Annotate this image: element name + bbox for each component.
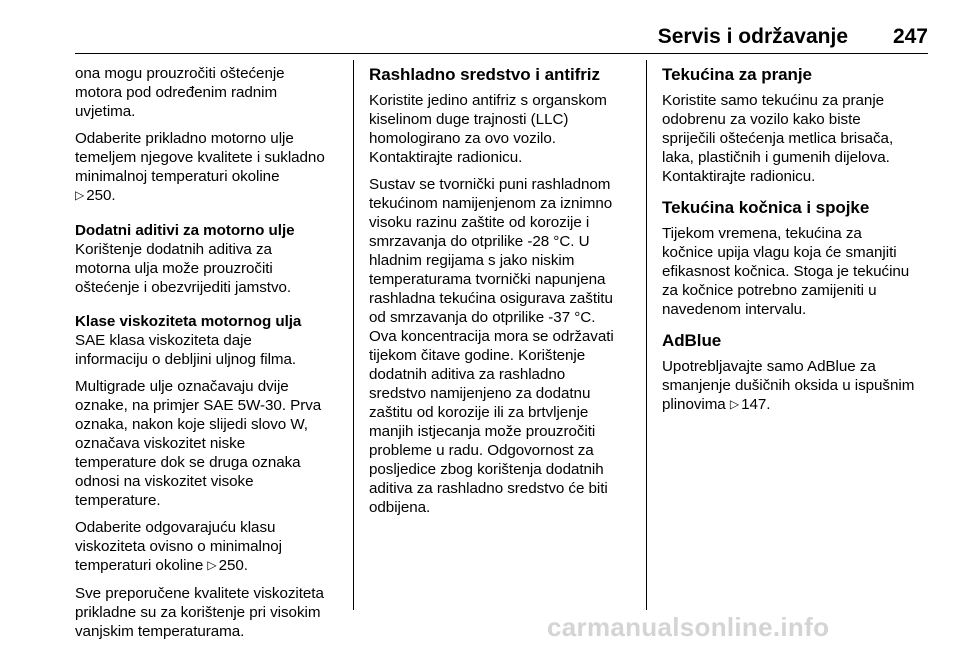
page-reference-link[interactable]: 147.: [741, 396, 771, 413]
paragraph: Korištenje dodatnih aditiva za motorna ulja može prouzročiti oštećenje i obezvrijediti jamstvo.: [75, 241, 292, 296]
paragraph: SAE klasa viskoziteta daje informaciju o debljini uljnog filma.: [75, 332, 297, 368]
paragraph: Sve preporučene kvalitete viskoziteta prikladne su za korištenje pri visokim vanjskim temperaturama.: [75, 585, 324, 640]
chapter-title: Servis i održavanje: [657, 25, 848, 48]
column-1: [75, 64, 347, 649]
watermark: carmanualsonline.info: [547, 612, 830, 642]
outline-triangle-right-icon: ▷: [75, 188, 85, 202]
section-heading-washer-fluid: Tekućina za pranje: [662, 65, 812, 84]
paragraph: ona mogu prouzročiti oštećenje motora pod određenim radnim uvjetima.: [75, 65, 285, 120]
section-heading-adblue: AdBlue: [662, 331, 722, 350]
page-header: [75, 24, 928, 50]
section-heading-coolant: Rashladno sredstvo i antifriz: [369, 65, 600, 84]
page-reference-link[interactable]: 250.: [218, 557, 248, 574]
paragraph: Koristite jedino antifriz s organskom kiselinom duge trajnosti (LLC) homologirano za ovo vozilo. Kontaktirajte radionicu.: [369, 92, 607, 166]
column-divider-2: [646, 60, 647, 610]
outline-triangle-right-icon: ▷: [729, 397, 740, 411]
paragraph: Multigrade ulje označavaju dvije oznake, na primjer SAE 5W-30. Prva oznaka, nakon koje slijedi slovo W, označava viskozitet niske temperature dok se druga oznaka odnosi na viskozitet visoke temperature.: [75, 378, 322, 509]
header-rule: [75, 53, 928, 54]
subheading-additives: Dodatni aditivi za motorno ulje: [75, 222, 295, 239]
paragraph: Odaberite prikladno motorno ulje temeljem njegove kvalitete i sukladno minimalnoj temperaturi okoline ▷ 250.: [75, 130, 325, 204]
subheading-viscosity: Klase viskoziteta motornog ulja: [75, 313, 302, 330]
paragraph: Upotrebljavajte samo AdBlue za smanjenje dušičnih oksida u ispušnim plinovima ▷ 147.: [662, 358, 915, 413]
paragraph: Tijekom vremena, tekućina za kočnice upija vlagu koja će smanjiti efikasnost kočnica. Stoga je tekućinu za kočnice potrebno zamijeniti u navedenom intervalu.: [662, 225, 910, 318]
column-divider-1: [353, 60, 354, 610]
outline-triangle-right-icon: ▷: [207, 558, 217, 572]
column-2: [369, 64, 641, 525]
page-number: 247: [892, 25, 928, 48]
column-3: [662, 64, 934, 423]
paragraph: Odaberite odgovarajuću klasu viskoziteta ovisno o minimalnoj temperaturi okoline ▷ 250.: [75, 519, 282, 574]
section-heading-brake-fluid: Tekućina kočnica i spojke: [662, 198, 870, 217]
paragraph: Koristite samo tekućinu za pranje odobrenu za vozilo kako biste spriječili oštećenja metlica brisača, laka, plastičnih i gumenih dijelova. Kontaktirajte radionicu.: [662, 92, 894, 185]
page-reference-link[interactable]: 250.: [86, 187, 116, 204]
paragraph: Sustav se tvornički puni rashladnom tekućinom namijenjenom za iznimno visoku razinu zaštite od korozije i smrzavanja do otprilike -28 °C. U hladnim regijama s jako niskim temperaturama tvornički napunjena rashladna tekućina osigurava zaštitu od smrzavanja do otprilike -37 °C. Ova koncentracija mora se održavati tijekom čitave godine. Korištenje dodatnih aditiva za rashladno sredstvo namijenjeno za dodatnu zaštitu od korozije ili za brtvljenje manjih istjecanja može prouzročiti probleme u radu. Odgovornost za posljedice zbog korištenja dodatnih aditiva za rashladno sredstvo će biti odbijena.: [369, 176, 614, 516]
